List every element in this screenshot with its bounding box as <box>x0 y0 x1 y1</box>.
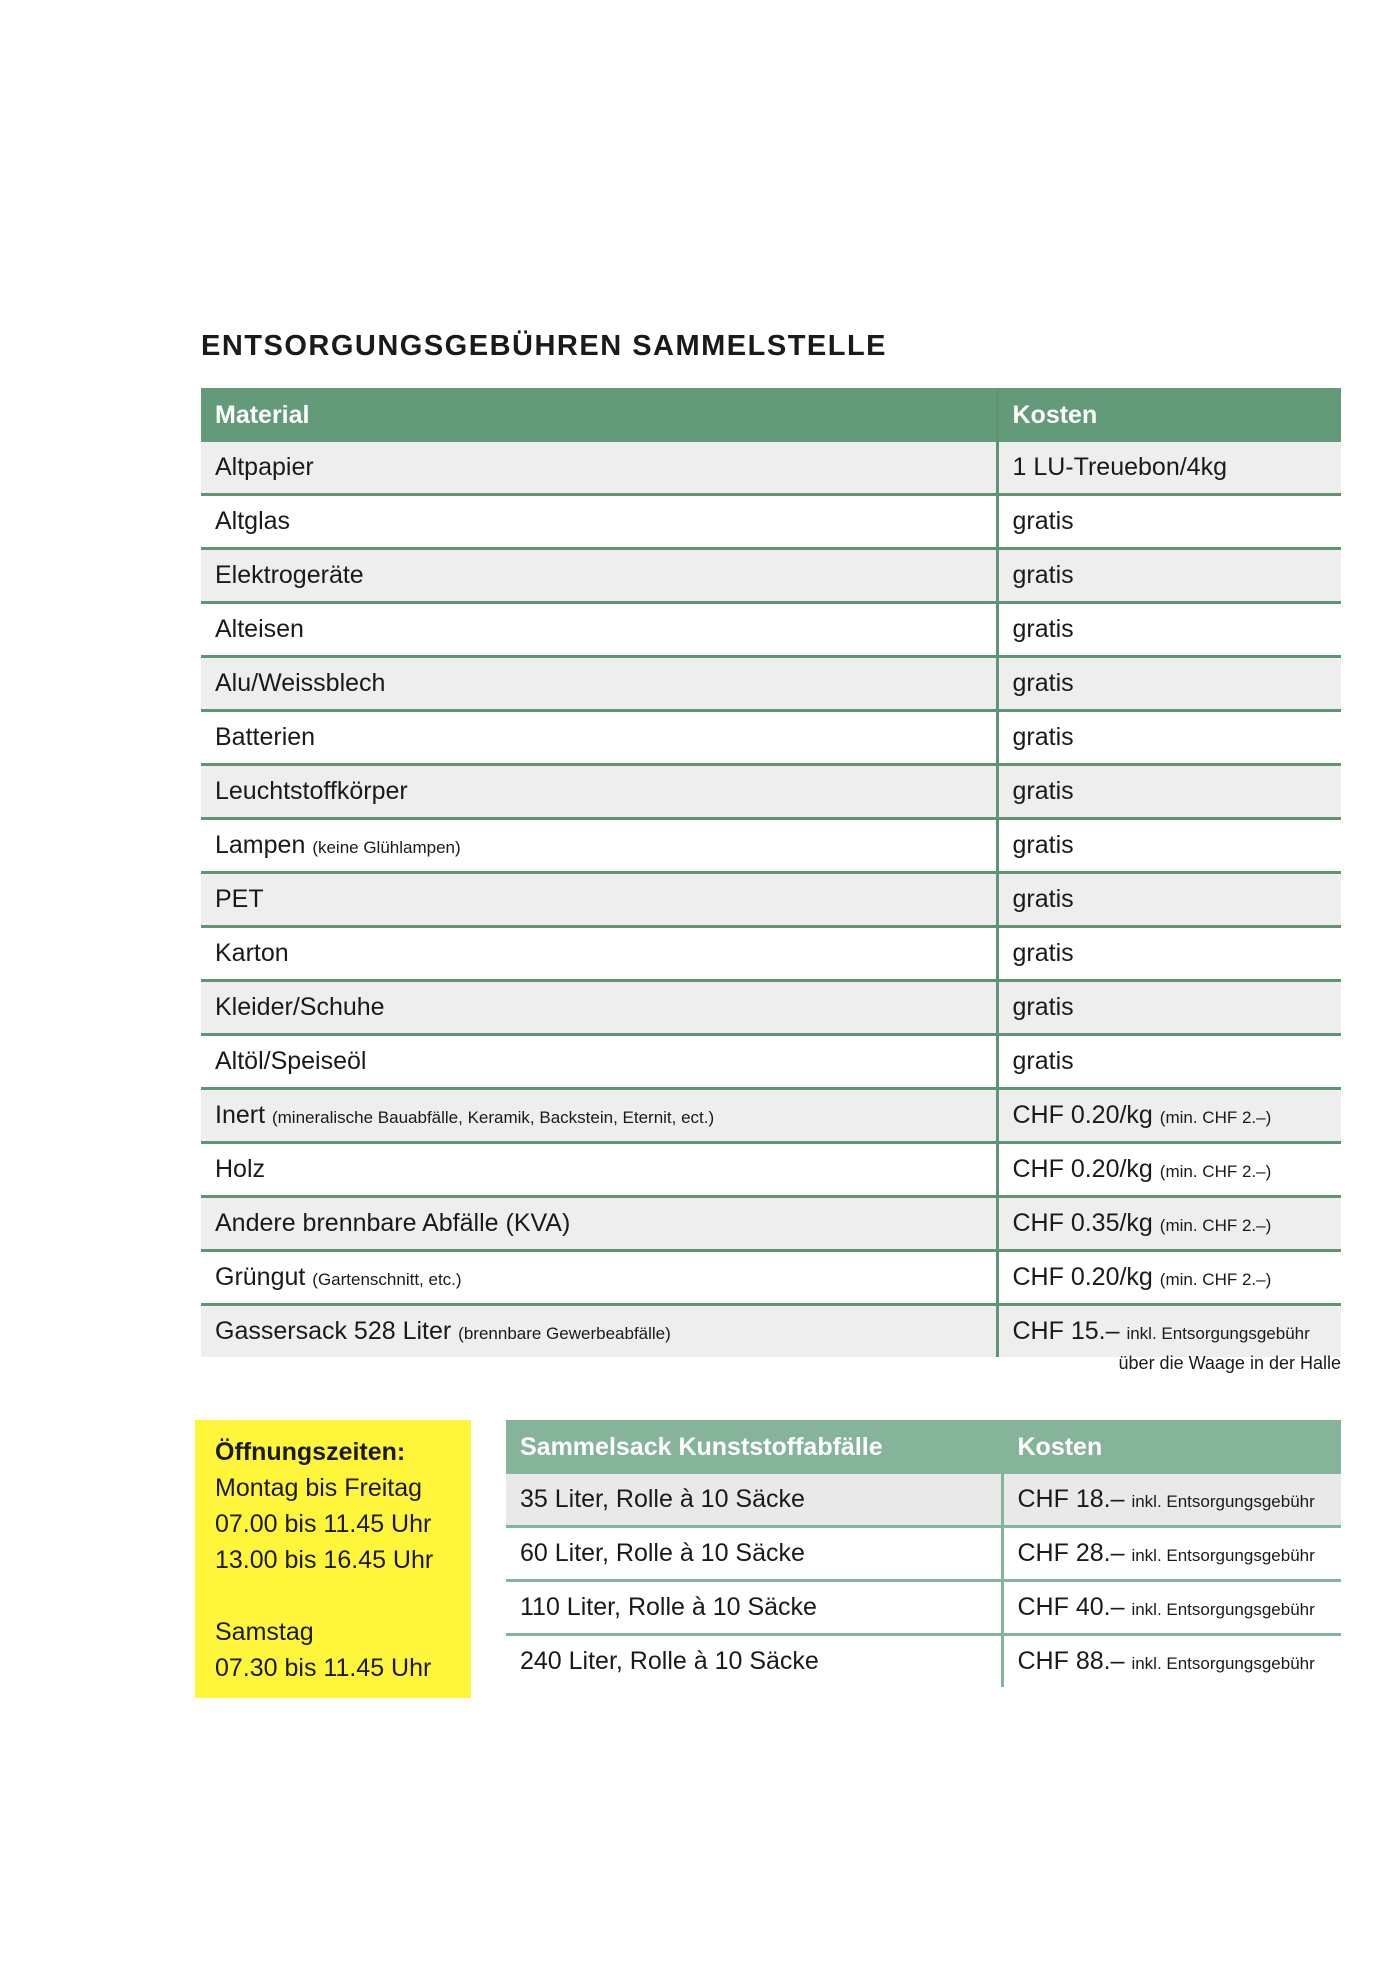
page-title: ENTSORGUNGSGEBÜHREN SAMMELSTELLE <box>201 330 888 362</box>
sack-header-row <box>506 1420 1341 1474</box>
fees-footnote: über die Waage in der Halle <box>1118 1353 1341 1373</box>
material-note: (mineralische Bauabfälle, Keramik, Backstein, Eternit, ect.) <box>271 1108 715 1127</box>
cost-cell <box>997 1143 1341 1197</box>
table-row <box>506 1527 1341 1581</box>
cost-value: gratis <box>1012 615 1074 643</box>
cost-value: CHF 0.20/kg <box>1012 1263 1153 1291</box>
cost-cell <box>997 657 1341 711</box>
material-cell <box>201 1251 997 1305</box>
material-name: Elektrogeräte <box>215 561 364 589</box>
table-row <box>201 1197 1341 1251</box>
saturday-label: Samstag <box>215 1618 314 1646</box>
material-cell <box>201 1089 997 1143</box>
sack-cost-cell <box>1002 1635 1341 1688</box>
cost-value: CHF 40.– <box>1017 1593 1125 1621</box>
material-cell <box>201 657 997 711</box>
material-name: Holz <box>215 1155 266 1183</box>
material-cell <box>201 495 997 549</box>
cost-value: gratis <box>1012 777 1074 805</box>
cost-value: gratis <box>1012 561 1074 589</box>
material-name: Lampen <box>215 831 306 859</box>
material-note: (Gartenschnitt, etc.) <box>312 1270 462 1289</box>
cost-value: gratis <box>1012 831 1074 859</box>
material-cell <box>201 1035 997 1089</box>
table-row <box>201 765 1341 819</box>
cost-note: inkl. Entsorgungsgebühr <box>1131 1600 1315 1619</box>
sack-item: 110 Liter, Rolle à 10 Säcke <box>506 1581 1002 1635</box>
table-row <box>201 711 1341 765</box>
cost-note: (min. CHF 2.–) <box>1159 1216 1272 1235</box>
material-name: Kleider/Schuhe <box>215 993 385 1021</box>
sack-cost-cell <box>1002 1527 1341 1581</box>
table-row <box>201 1035 1341 1089</box>
cost-value: CHF 88.– <box>1017 1647 1125 1675</box>
table-row <box>201 657 1341 711</box>
material-cell <box>201 873 997 927</box>
cost-cell <box>997 1035 1341 1089</box>
spacer <box>215 1578 471 1614</box>
table-row <box>506 1474 1341 1527</box>
material-cell <box>201 819 997 873</box>
material-cell <box>201 549 997 603</box>
cost-note: (min. CHF 2.–) <box>1159 1270 1272 1289</box>
cost-value: CHF 0.35/kg <box>1012 1209 1153 1237</box>
material-name: Altpapier <box>215 453 314 481</box>
cost-value: CHF 15.– <box>1012 1317 1120 1345</box>
cost-cell <box>997 1305 1341 1358</box>
cost-note: inkl. Entsorgungsgebühr <box>1126 1324 1310 1343</box>
cost-value: gratis <box>1012 1047 1074 1075</box>
material-cell <box>201 1305 997 1358</box>
cost-value: 1 LU-Treuebon/4kg <box>1012 453 1227 481</box>
cost-cell <box>997 765 1341 819</box>
sack-item: 60 Liter, Rolle à 10 Säcke <box>506 1527 1002 1581</box>
material-name: Leuchtstoffkörper <box>215 777 408 805</box>
table-row <box>201 1305 1341 1358</box>
material-name: Alu/Weissblech <box>215 669 386 697</box>
cost-cell <box>997 495 1341 549</box>
cost-note: inkl. Entsorgungsgebühr <box>1131 1492 1315 1511</box>
fees-header-row <box>201 388 1341 442</box>
cost-value: CHF 28.– <box>1017 1539 1125 1567</box>
cost-value: CHF 0.20/kg <box>1012 1155 1153 1183</box>
sack-item: 35 Liter, Rolle à 10 Säcke <box>506 1474 1002 1527</box>
cost-cell <box>997 442 1341 495</box>
table-row <box>201 442 1341 495</box>
cost-value: gratis <box>1012 993 1074 1021</box>
material-note: (keine Glühlampen) <box>312 838 461 857</box>
sack-item: 240 Liter, Rolle à 10 Säcke <box>506 1635 1002 1688</box>
material-name: Grüngut <box>215 1263 306 1291</box>
table-row <box>201 981 1341 1035</box>
cost-cell <box>997 603 1341 657</box>
material-cell <box>201 765 997 819</box>
material-cell <box>201 1197 997 1251</box>
cost-value: gratis <box>1012 939 1074 967</box>
table-row <box>201 1089 1341 1143</box>
cost-cell <box>997 819 1341 873</box>
material-cell <box>201 603 997 657</box>
sack-table <box>506 1420 1341 1687</box>
material-name: Altöl/Speiseöl <box>215 1047 367 1075</box>
material-cell <box>201 1143 997 1197</box>
cost-note: (min. CHF 2.–) <box>1159 1108 1272 1127</box>
material-name: Alteisen <box>215 615 304 643</box>
material-cell <box>201 981 997 1035</box>
cost-cell <box>997 981 1341 1035</box>
fees-header-material: Material <box>201 388 997 442</box>
cost-value: gratis <box>1012 507 1074 535</box>
sack-header-item: Sammelsack Kunststoffabfälle <box>506 1420 1002 1474</box>
cost-value: gratis <box>1012 885 1074 913</box>
table-row <box>506 1581 1341 1635</box>
sack-cost-cell <box>1002 1474 1341 1527</box>
opening-hours-title: Öffnungszeiten: <box>215 1438 406 1466</box>
table-row <box>201 495 1341 549</box>
opening-hours-box <box>195 1420 471 1698</box>
table-row <box>506 1635 1341 1688</box>
sack-header-cost: Kosten <box>1002 1420 1341 1474</box>
cost-value: gratis <box>1012 669 1074 697</box>
material-name: Karton <box>215 939 289 967</box>
weekday-afternoon-hours: 13.00 bis 16.45 Uhr <box>215 1546 434 1574</box>
cost-note: (min. CHF 2.–) <box>1159 1162 1272 1181</box>
table-row <box>201 1251 1341 1305</box>
cost-cell <box>997 1251 1341 1305</box>
material-name: PET <box>215 885 264 913</box>
material-cell <box>201 927 997 981</box>
material-cell <box>201 442 997 495</box>
cost-cell <box>997 1197 1341 1251</box>
cost-cell <box>997 927 1341 981</box>
weekday-morning-hours: 07.00 bis 11.45 Uhr <box>215 1510 432 1538</box>
fees-header-cost: Kosten <box>997 388 1341 442</box>
material-name: Altglas <box>215 507 291 535</box>
cost-value: gratis <box>1012 723 1074 751</box>
cost-note: inkl. Entsorgungsgebühr <box>1131 1546 1315 1565</box>
saturday-hours: 07.30 bis 11.45 Uhr <box>215 1654 432 1682</box>
sack-cost-cell <box>1002 1581 1341 1635</box>
cost-note: inkl. Entsorgungsgebühr <box>1131 1654 1315 1673</box>
material-name: Gassersack 528 Liter <box>215 1317 452 1345</box>
material-cell <box>201 711 997 765</box>
table-row <box>201 1143 1341 1197</box>
table-row <box>201 603 1341 657</box>
material-name: Andere brennbare Abfälle (KVA) <box>215 1209 571 1237</box>
cost-value: CHF 0.20/kg <box>1012 1101 1153 1129</box>
material-name: Inert <box>215 1101 266 1129</box>
material-name: Batterien <box>215 723 316 751</box>
cost-cell <box>997 873 1341 927</box>
weekday-label: Montag bis Freitag <box>215 1474 423 1502</box>
table-row <box>201 873 1341 927</box>
cost-cell <box>997 1089 1341 1143</box>
table-row <box>201 819 1341 873</box>
cost-cell <box>997 711 1341 765</box>
fees-table <box>201 388 1341 1357</box>
cost-value: CHF 18.– <box>1017 1485 1125 1513</box>
cost-cell <box>997 549 1341 603</box>
material-note: (brennbare Gewerbeabfälle) <box>458 1324 671 1343</box>
table-row <box>201 927 1341 981</box>
table-row <box>201 549 1341 603</box>
